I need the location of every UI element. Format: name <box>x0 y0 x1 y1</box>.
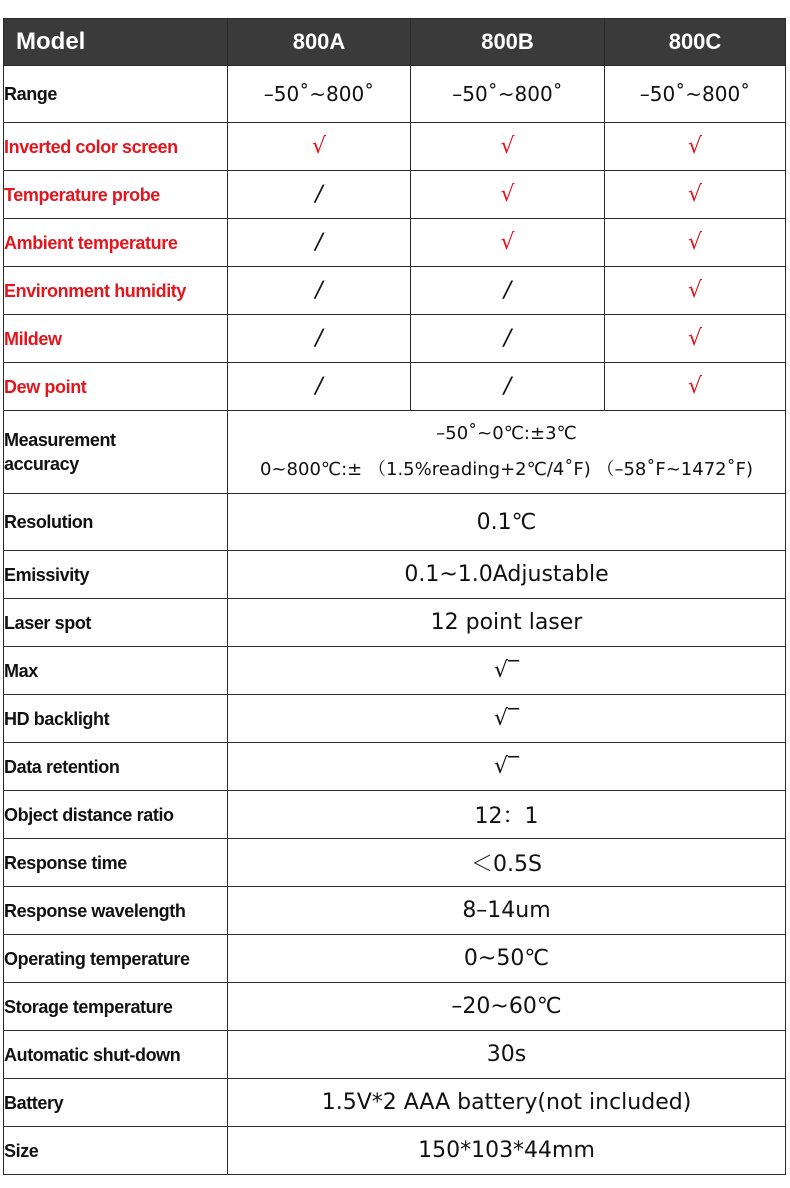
spec-label: Resolution <box>4 494 228 551</box>
spec-value: 12：1 <box>228 791 786 839</box>
feature-label: Temperature probe <box>4 171 228 219</box>
range-row <box>4 66 786 123</box>
not-available-mark: / <box>228 363 411 411</box>
accuracy-label <box>4 411 228 494</box>
not-available-mark: / <box>228 171 411 219</box>
spec-row-laser-spot <box>4 599 786 647</box>
check-mark: √‾ <box>228 743 786 791</box>
accuracy-value <box>228 411 786 494</box>
model-800a-header: 800A <box>228 19 411 66</box>
not-available-mark: / <box>411 267 605 315</box>
spec-row-operating-temperature <box>4 935 786 983</box>
feature-label: Inverted color screen <box>4 123 228 171</box>
spec-value: 0.1~1.0Adjustable <box>228 551 786 599</box>
spec-value: ＜0.5S <box>228 839 786 887</box>
spec-row-storage-temperature <box>4 983 786 1031</box>
spec-row-object-distance-ratio <box>4 791 786 839</box>
spec-label: Battery <box>4 1079 228 1127</box>
resolution-row <box>4 494 786 551</box>
feature-row-mildew <box>4 315 786 363</box>
check-mark: √ <box>411 171 605 219</box>
spec-row-automatic-shut-down <box>4 1031 786 1079</box>
model-800c-header: 800C <box>605 19 786 66</box>
accuracy-row <box>4 411 786 494</box>
accuracy-label-line1: Measurement <box>4 430 116 450</box>
not-available-mark: / <box>228 219 411 267</box>
spec-value: 150*103*44mm <box>228 1127 786 1175</box>
spec-row-response-time <box>4 839 786 887</box>
spec-label: Data retention <box>4 743 228 791</box>
spec-row-emissivity <box>4 551 786 599</box>
spec-label: Automatic shut-down <box>4 1031 228 1079</box>
feature-label: Ambient temperature <box>4 219 228 267</box>
feature-row-temperature-probe <box>4 171 786 219</box>
range-value-800a: –50˚~800˚ <box>228 66 411 123</box>
spec-value: 30s <box>228 1031 786 1079</box>
spec-label: Response wavelength <box>4 887 228 935</box>
spec-table <box>3 18 786 1175</box>
check-mark: √ <box>605 315 786 363</box>
spec-label: Response time <box>4 839 228 887</box>
spec-label: Operating temperature <box>4 935 228 983</box>
accuracy-line2: 0~800℃:± （1.5%reading+2℃/4˚F) （–58˚F~1472˚F) <box>260 459 753 480</box>
spec-row-response-wavelength <box>4 887 786 935</box>
range-value-800b: –50˚~800˚ <box>411 66 605 123</box>
spec-row-data-retention <box>4 743 786 791</box>
check-mark: √ <box>411 219 605 267</box>
range-value-800c: –50˚~800˚ <box>605 66 786 123</box>
spec-value: –20~60℃ <box>228 983 786 1031</box>
model-800b-header: 800B <box>411 19 605 66</box>
accuracy-line1: –50˚~0℃:±3℃ <box>436 423 577 444</box>
header-row <box>4 19 786 66</box>
not-available-mark: / <box>228 267 411 315</box>
check-mark: √ <box>605 363 786 411</box>
spec-value: 12 point laser <box>228 599 786 647</box>
spec-label: Object distance ratio <box>4 791 228 839</box>
not-available-mark: / <box>411 363 605 411</box>
feature-row-ambient-temperature <box>4 219 786 267</box>
not-available-mark: / <box>411 315 605 363</box>
spec-label: Emissivity <box>4 551 228 599</box>
check-mark: √‾ <box>228 647 786 695</box>
spec-label: Size <box>4 1127 228 1175</box>
spec-label: Max <box>4 647 228 695</box>
feature-row-dew-point <box>4 363 786 411</box>
spec-value: 8–14um <box>228 887 786 935</box>
range-label: Range <box>4 66 228 123</box>
spec-label: Storage temperature <box>4 983 228 1031</box>
check-mark: √ <box>605 267 786 315</box>
spec-row-battery <box>4 1079 786 1127</box>
check-mark: √ <box>605 219 786 267</box>
check-mark: √ <box>411 123 605 171</box>
model-header: Model <box>4 19 228 66</box>
feature-label: Mildew <box>4 315 228 363</box>
feature-row-inverted-color-screen <box>4 123 786 171</box>
spec-value: 1.5V*2 AAA battery(not included) <box>228 1079 786 1127</box>
check-mark: √‾ <box>228 695 786 743</box>
spec-label: Laser spot <box>4 599 228 647</box>
check-mark: √ <box>605 123 786 171</box>
spec-row-max <box>4 647 786 695</box>
spec-row-hd-backlight <box>4 695 786 743</box>
spec-label: HD backlight <box>4 695 228 743</box>
not-available-mark: / <box>228 315 411 363</box>
spec-value: 0~50℃ <box>228 935 786 983</box>
accuracy-label-line2: accuracy <box>4 454 79 474</box>
feature-label: Dew point <box>4 363 228 411</box>
check-mark: √ <box>605 171 786 219</box>
feature-row-environment-humidity <box>4 267 786 315</box>
check-mark: √ <box>228 123 411 171</box>
spec-value: 0.1℃ <box>228 494 786 551</box>
spec-row-size <box>4 1127 786 1175</box>
feature-label: Environment humidity <box>4 267 228 315</box>
